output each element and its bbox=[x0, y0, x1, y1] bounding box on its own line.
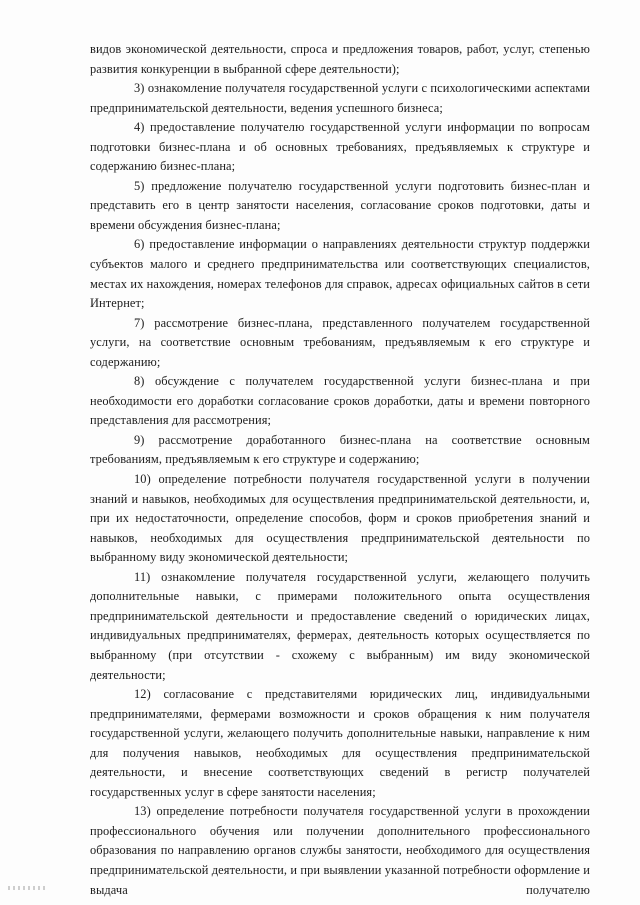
paragraph-item-4: 4) предоставление получателю государственной услуги информации по вопросам подготовки бизнес-плана и об основных требованиях, предъявляемых к структуре и содержанию бизнес-плана; bbox=[90, 120, 590, 174]
scan-artifact bbox=[8, 886, 48, 890]
paragraph-item-10: 10) определение потребности получателя государственной услуги в получении знаний и навыков, необходимых для осуществления предпринимательской деятельности, и, при их недостаточности, определение способов, форм и сроков приобретения знаний и навыков, необходимых для осуществления предпринимательской деятельности по выбранному виду экономической деятельности; bbox=[90, 472, 590, 565]
paragraph-item-12: 12) согласование с представителями юридических лиц, индивидуальными предпринимателями, фермерами возможности и сроков обращения к ним получателя государственной услуги, желающего получить дополнительные навыки, направление к ним для получения навыков, необходимых для осуществления предпринимательской деятельности, и внесение соответствующих сведений в регистр получателей государственных услуг в сфере занятости населения; bbox=[90, 687, 590, 799]
paragraph-item-3: 3) ознакомление получателя государственной услуги с психологическими аспектами предпринимательской деятельности, ведения успешного бизнеса; bbox=[90, 81, 590, 115]
paragraph-item-11: 11) ознакомление получателя государственной услуги, желающего получить дополнительные навыки, с примерами положительного опыта осуществления предпринимательской деятельности и предоставление сведений о юридических лицах, индивидуальных предпринимателях, фермерах, деятельность которых осуществляется по выбранному (при отсутствии - схожему с выбранным) им виду экономической деятельности; bbox=[90, 569, 590, 682]
paragraph-continuation: видов экономической деятельности, спроса и предложения товаров, работ, услуг, степенью развития конкуренции в выбранной сфере деятельности); bbox=[90, 42, 590, 76]
paragraph-item-5: 5) предложение получателю государственной услуги подготовить бизнес-план и представить его в центр занятости населения, согласование сроков подготовки, даты и времени обсуждения бизнес-плана; bbox=[90, 178, 590, 232]
document-body bbox=[90, 40, 590, 900]
paragraph-item-8: 8) обсуждение с получателем государственной услуги бизнес-плана и при необходимости его доработки согласование сроков доработки, даты и времени повторного представления для рассмотрения; bbox=[90, 374, 590, 428]
paragraph-item-6: 6) предоставление информации о направлениях деятельности структур поддержки субъектов малого и среднего предпринимательства или соответствующих специалистов, местах их нахождения, номерах телефонов для справок, адресах официальных сайтов в сети Интернет; bbox=[90, 237, 590, 311]
paragraph-item-9: 9) рассмотрение доработанного бизнес-плана на соответствие основным требованиям, предъявляемым к его структуре и содержанию; bbox=[90, 432, 590, 467]
paragraph-item-13: 13) определение потребности получателя государственной услуги в прохождении профессионального обучения или получении дополнительного профессионального образования по направлению органов службы занятости, необходимого для осуществления предпринимательской деятельности, и при выявлении указанной потребности оформление и выдача получателю bbox=[90, 804, 590, 897]
paragraph-item-7: 7) рассмотрение бизнес-плана, представленного получателем государственной услуги, на соответствие основным требованиям, предъявляемым к его структуре и содержанию; bbox=[90, 315, 590, 369]
